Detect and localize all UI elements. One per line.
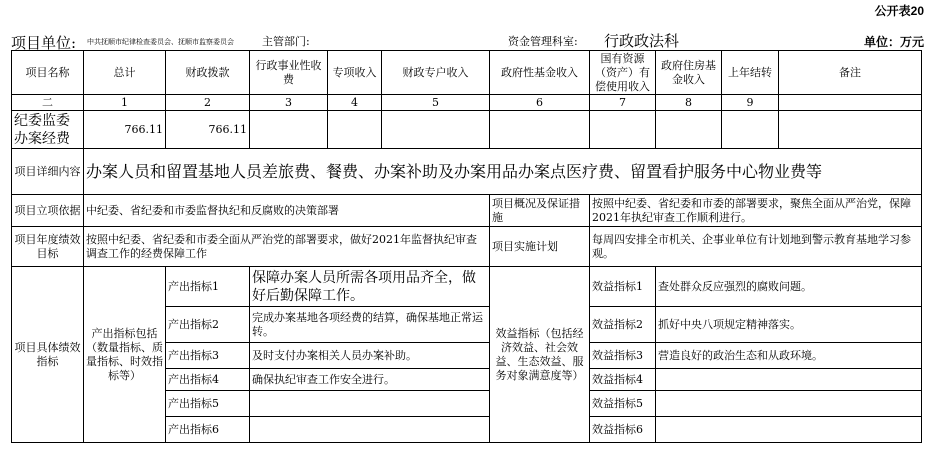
col-header: 财政专户收入 xyxy=(382,51,490,95)
office-label: 资金管理科室: xyxy=(508,35,578,48)
col-header: 总计 xyxy=(84,51,166,95)
overview-value: 按照中纪委、省纪委和市委的部署要求，聚焦全面从严治党，保障2021年执纪审查工作顺利进行。 xyxy=(590,195,922,227)
benefit-name: 效益指标1 xyxy=(590,267,656,307)
project-table xyxy=(11,50,922,443)
col-number: 二 xyxy=(12,95,84,111)
col-number: 6 xyxy=(490,95,590,111)
plan-value: 每周四安排全市机关、企事业单位有计划地到警示教育基地学习参观。 xyxy=(590,227,922,267)
output-group-label: 产出指标包括（数量指标、质量指标、时效指标等） xyxy=(84,267,166,443)
benefit-value: 营造良好的政治生态和从政环境。 xyxy=(656,343,922,369)
form-number: 公开表20 xyxy=(874,4,924,18)
unit-value: 中共抚顺市纪律检查委员会、抚顺市监察委员会 xyxy=(87,38,234,46)
output-name: 产出指标2 xyxy=(166,307,250,343)
col-header: 上年结转 xyxy=(722,51,779,95)
col-header: 政府住房基金收入 xyxy=(656,51,722,95)
indicators-label: 项目具体绩效指标 xyxy=(12,267,84,443)
indicator-row xyxy=(12,267,922,307)
basis-label: 项目立项依据 xyxy=(12,195,84,227)
column-header-row xyxy=(12,51,922,95)
col-number: 9 xyxy=(722,95,779,111)
output-name: 产出指标3 xyxy=(166,343,250,369)
output-value: 确保执纪审查工作安全进行。 xyxy=(250,369,490,391)
benefit-value: 抓好中央八项规定精神落实。 xyxy=(656,307,922,343)
col-number: 1 xyxy=(84,95,166,111)
col-header: 专项收入 xyxy=(328,51,382,95)
output-value: 保障办案人员所需各项用品齐全，做好后勤保障工作。 xyxy=(250,267,490,307)
col-number: 5 xyxy=(382,95,490,111)
output-name: 产出指标5 xyxy=(166,391,250,417)
plan-label: 项目实施计划 xyxy=(490,227,590,267)
col-number xyxy=(779,95,922,111)
benefit-value xyxy=(656,391,922,417)
goal-row xyxy=(12,227,922,267)
col-number: 4 xyxy=(328,95,382,111)
output-value: 及时支付办案相关人员办案补助。 xyxy=(250,343,490,369)
project-fiscal: 766.11 xyxy=(166,111,250,149)
project-total: 766.11 xyxy=(84,111,166,149)
col-number: 7 xyxy=(590,95,656,111)
project-row xyxy=(12,111,922,149)
benefit-value: 查处群众反应强烈的腐败问题。 xyxy=(656,267,922,307)
basis-row xyxy=(12,195,922,227)
detail-label: 项目详细内容 xyxy=(12,149,84,195)
currency-unit: 单位：万元 xyxy=(863,35,924,49)
dept-label: 主管部门: xyxy=(262,35,310,48)
goal-value: 按照中纪委、省纪委和市委全面从严治党的部署要求，做好2021年监督执纪审查调查工作的经费保障工作 xyxy=(84,227,490,267)
column-number-row xyxy=(12,95,922,111)
output-value xyxy=(250,417,490,443)
office-value: 行政政法科 xyxy=(604,32,680,50)
col-header: 财政拨款 xyxy=(166,51,250,95)
output-name: 产出指标6 xyxy=(166,417,250,443)
col-header: 项目名称 xyxy=(12,51,84,95)
overview-label: 项目概况及保证措施 xyxy=(490,195,590,227)
benefit-name: 效益指标3 xyxy=(590,343,656,369)
col-header: 备注 xyxy=(779,51,922,95)
benefit-name: 效益指标2 xyxy=(590,307,656,343)
col-number: 2 xyxy=(166,95,250,111)
detail-value: 办案人员和留置基地人员差旅费、餐费、办案补助及办案用品办案点医疗费、留置看护服务中心物业费等 xyxy=(84,149,922,195)
output-name: 产出指标4 xyxy=(166,369,250,391)
output-value xyxy=(250,391,490,417)
benefit-value xyxy=(656,417,922,443)
benefit-name: 效益指标6 xyxy=(590,417,656,443)
benefit-group-label: 效益指标（包括经济效益、社会效益、生态效益、服务对象满意度等） xyxy=(490,267,590,443)
basis-value: 中纪委、省纪委和市委监督执纪和反腐败的决策部署 xyxy=(84,195,490,227)
benefit-value xyxy=(656,369,922,391)
col-number: 8 xyxy=(656,95,722,111)
col-header: 国有资源（资产）有偿使用收入 xyxy=(590,51,656,95)
goal-label: 项目年度绩效目标 xyxy=(12,227,84,267)
col-header: 行政事业性收费 xyxy=(250,51,328,95)
unit-label: 项目单位: xyxy=(11,34,77,52)
benefit-name: 效益指标5 xyxy=(590,391,656,417)
benefit-name: 效益指标4 xyxy=(590,369,656,391)
detail-row xyxy=(12,149,922,195)
col-header: 政府性基金收入 xyxy=(490,51,590,95)
col-number: 3 xyxy=(250,95,328,111)
output-value: 完成办案基地各项经费的结算，确保基地正常运转。 xyxy=(250,307,490,343)
project-name: 纪委监委办案经费 xyxy=(12,111,84,149)
output-name: 产出指标1 xyxy=(166,267,250,307)
